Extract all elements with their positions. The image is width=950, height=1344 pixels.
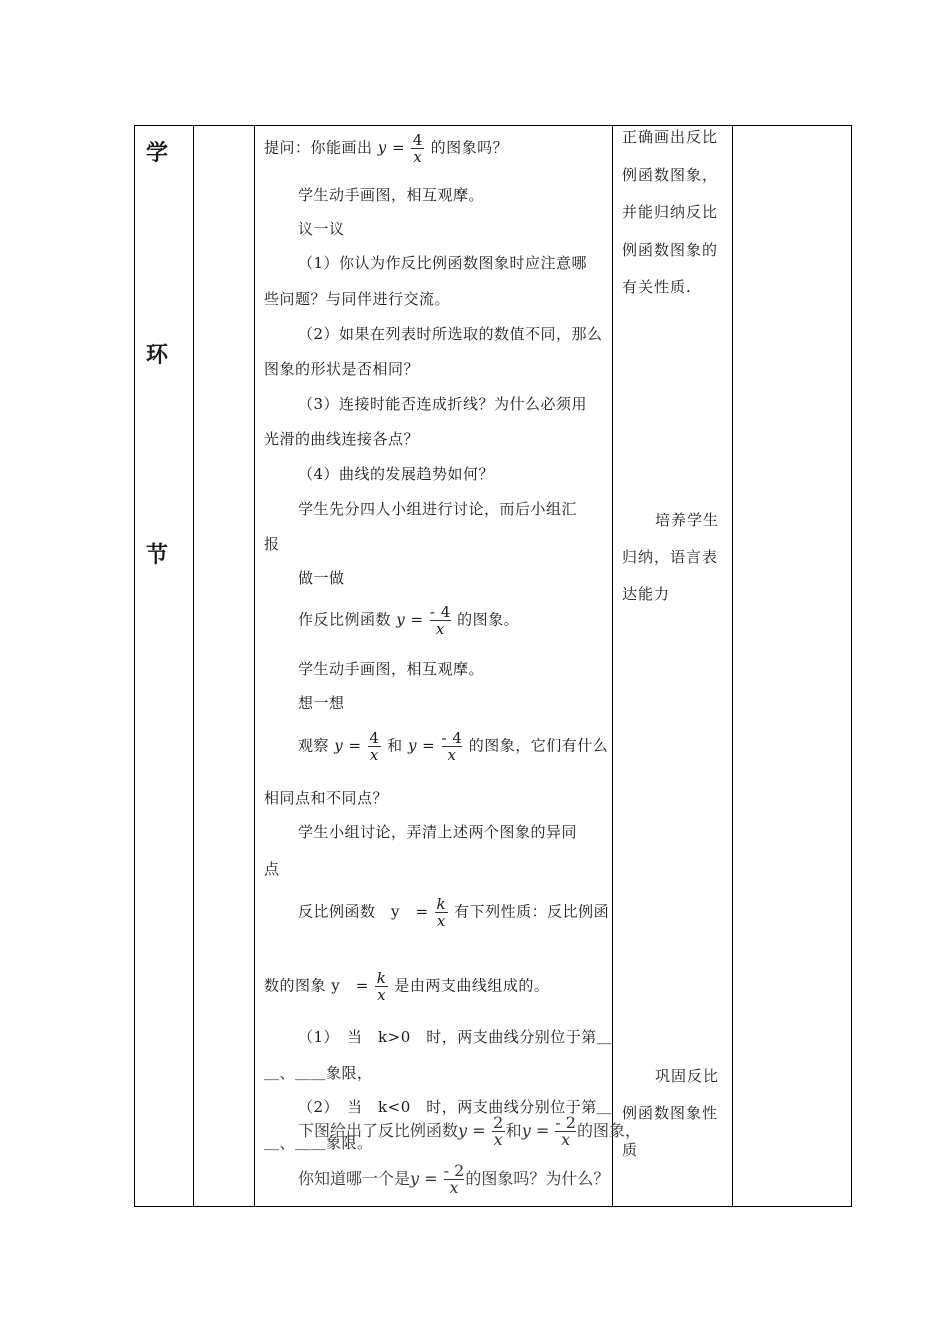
- fraction-k-over-x: $\frac{k}{x}$: [436, 895, 447, 930]
- fraction-4-over-x: $\frac{4}{x}$: [412, 131, 423, 166]
- content-line: 图象的形状是否相同？: [264, 360, 420, 378]
- fraction-2-over-x: $\frac{2}{x}$: [493, 1113, 504, 1149]
- table-top-border: [134, 125, 852, 126]
- intent-text: 例函数图象，: [622, 166, 719, 184]
- fill-in-blank-continuation: ＿、＿＿象限，: [264, 1064, 373, 1082]
- intent-text: 质: [622, 1141, 639, 1159]
- overlapping-question-line: 你知道哪一个是y = $\frac{- 2}{x}$ 的图象吗？为什么？: [298, 1161, 610, 1197]
- fraction-neg4-over-x: $\frac{- 4}{x}$: [441, 729, 463, 764]
- section-subtitle-discuss: 议一议: [298, 220, 345, 238]
- content-line-property: 反比例函数 y = $\frac{k}{x}$ 有下列性质：反比例函: [298, 895, 610, 930]
- content-line-question: 提问：你能画出 y = $\frac{4}{x}$ 的图象吗？: [264, 131, 509, 166]
- section-heading-char-1: 学: [146, 141, 169, 166]
- fraction-neg2-over-x: $\frac{- 2}{x}$: [443, 1161, 465, 1197]
- content-line: （4）曲线的发展趋势如何？: [298, 465, 495, 483]
- fraction-neg4-over-x: $\frac{- 4}{x}$: [429, 603, 451, 638]
- content-line-observe: 观察 y = $\frac{4}{x}$ 和 y = $\frac{- 4}{x}$ 的图象，它们有什么: [298, 729, 609, 764]
- table-bottom-border: [134, 1206, 852, 1207]
- intent-text: 并能归纳反比: [622, 203, 719, 221]
- content-line: 学生动手画图，相互观摩。: [298, 186, 485, 204]
- content-line: 些问题？与同伴进行交流。: [264, 290, 451, 308]
- content-line-draw: 作反比例函数 y = $\frac{- 4}{x}$ 的图象。: [298, 603, 520, 638]
- content-line: （3）连接时能否连成折线？为什么必须用: [298, 395, 588, 413]
- section-subtitle-do: 做一做: [298, 569, 345, 587]
- content-line: （2）如果在列表时所选取的数值不同，那么: [298, 325, 603, 343]
- section-heading-char-3: 节: [146, 543, 169, 568]
- fraction-4-over-x: $\frac{4}{x}$: [369, 729, 380, 764]
- fill-in-blank-k-negative: （2） 当 k<0 时，两支曲线分别位于第＿: [298, 1098, 613, 1116]
- content-line-property: 数的图象 y = $\frac{k}{x}$ 是由两支曲线组成的。: [264, 969, 550, 1004]
- intent-text: 培养学生: [655, 511, 720, 529]
- intent-text: 巩固反比: [655, 1067, 720, 1085]
- content-line: 学生先分四人小组进行讨论，而后小组汇: [298, 500, 578, 518]
- table-border-left: [134, 125, 135, 1207]
- content-line: 点: [264, 860, 280, 878]
- intent-text: 有关性质.: [622, 278, 692, 296]
- fill-in-blank-continuation: ＿、＿＿象限。: [264, 1134, 373, 1152]
- content-line: 光滑的曲线连接各点？: [264, 430, 420, 448]
- content-line: 报: [264, 535, 280, 553]
- content-line: 学生小组讨论，弄清上述两个图象的异同: [298, 823, 578, 841]
- content-line: 学生动手画图，相互观摩。: [298, 660, 485, 678]
- column-divider-2: [254, 125, 255, 1207]
- intent-text: 归纳，语言表: [622, 548, 719, 566]
- fraction-neg2-over-x: $\frac{- 2}{x}$: [555, 1113, 576, 1149]
- content-line: （1）你认为作反比例函数图象时应注意哪: [298, 254, 588, 272]
- intent-text: 例函数图象性: [622, 1104, 719, 1122]
- section-heading-char-2: 环: [146, 343, 169, 368]
- intent-text: 达能力: [622, 585, 671, 603]
- table-border-right: [851, 125, 852, 1207]
- section-subtitle-think: 想一想: [298, 694, 345, 712]
- column-divider-1: [193, 125, 194, 1207]
- intent-text: 正确画出反比: [622, 128, 719, 146]
- intent-text: 例函数图象的: [622, 241, 719, 259]
- fraction-k-over-x: $\frac{k}{x}$: [376, 969, 387, 1004]
- column-divider-4: [732, 125, 733, 1207]
- overlapping-question-line: 下图给出了反比例函数y = $\frac{2}{x}$ 和y = $\frac{- 2}{x}$ 的图象，: [298, 1113, 641, 1149]
- fill-in-blank-k-positive: （1） 当 k>0 时，两支曲线分别位于第＿: [298, 1028, 613, 1046]
- content-line: 相同点和不同点？: [264, 789, 389, 807]
